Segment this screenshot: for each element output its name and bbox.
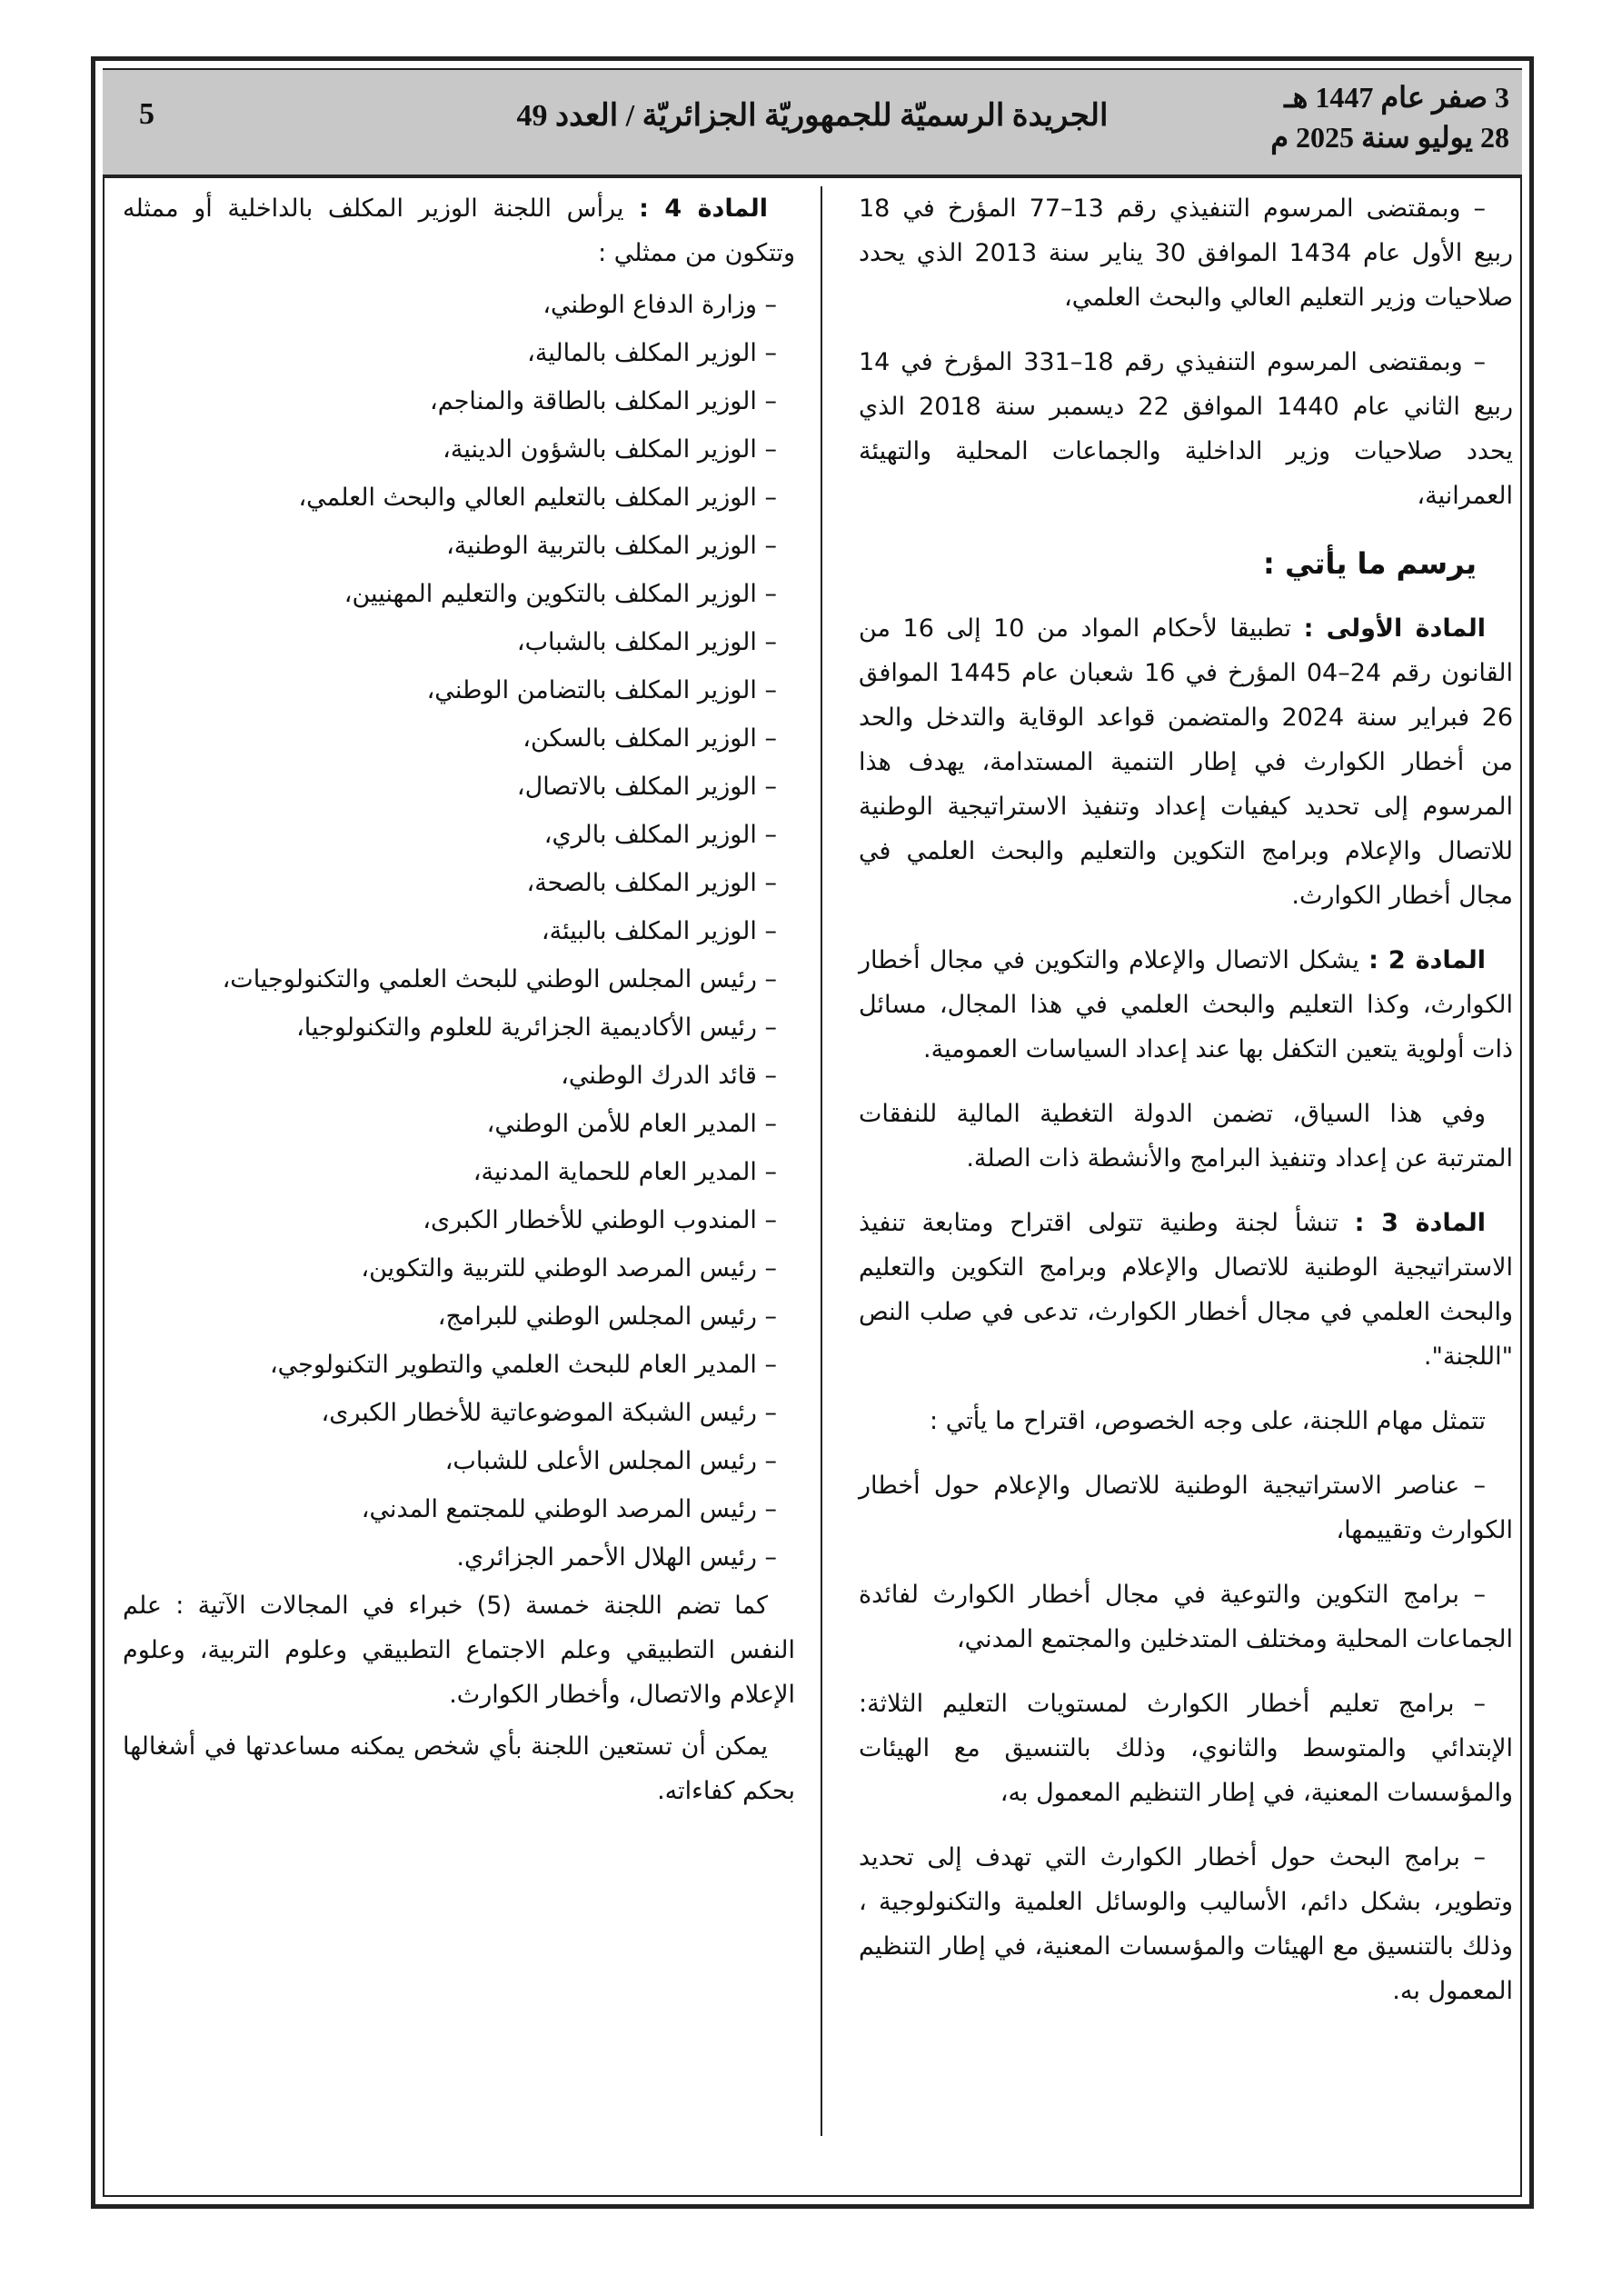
- member-item: – الوزير المكلف بالبيئة،: [541, 917, 777, 945]
- decree-heading: يرسم ما يأتي :: [1263, 546, 1477, 581]
- member-item: – الوزير المكلف بالسكن،: [522, 724, 777, 753]
- member-item: – المدير العام للحماية المدنية،: [473, 1158, 777, 1186]
- member-item: – رئيس المرصد الوطني للتربية والتكوين،: [361, 1254, 777, 1283]
- member-item: – الوزير المكلف بالتكوين والتعليم المهنيين،: [343, 580, 777, 608]
- member-item: – الوزير المكلف بالتضامن الوطني،: [426, 676, 777, 704]
- member-item: – رئيس الشبكة الموضوعاتية للأخطار الكبرى،: [321, 1399, 777, 1427]
- member-item: – رئيس المجلس الوطني للبرامج،: [437, 1303, 777, 1331]
- member-item: – رئيس الأكاديمية الجزائرية للعلوم والتكنولوجيا،: [296, 1013, 777, 1042]
- paragraph: يمكن أن تستعين اللجنة بأي شخص يمكنه مساعدتها في أشغالها بحكم كفاءاته.: [123, 1732, 795, 1805]
- member-item: – المدير العام للبحث العلمي والتطوير التكنولوجي،: [269, 1351, 777, 1379]
- page-header: [103, 70, 1522, 178]
- member-item: – المندوب الوطني للأخطار الكبرى،: [423, 1206, 777, 1234]
- member-item: – وزارة الدفاع الوطني،: [542, 291, 777, 319]
- left-column: [123, 186, 795, 1833]
- paragraph: وفي هذا السياق، تضمن الدولة التغطية المالية للنفقات المترتبة عن إعداد وتنفيذ البرامج والأنشطة ذات الصلة.: [859, 1100, 1513, 1173]
- article-3: [859, 1201, 1513, 1379]
- member-item: – رئيس المرصد الوطني للمجتمع المدني،: [361, 1495, 777, 1523]
- gazette-title: الجريدة الرسميّة للجمهوريّة الجزائريّة / العدد 49: [516, 99, 1109, 133]
- member-item: – قائد الدرك الوطني،: [561, 1062, 777, 1090]
- article-text: تطبيقا لأحكام المواد من 10 إلى 16 من القانون رقم 24–04 المؤرخ في 16 شعبان عام 1445 الموافق 26 فبراير سنة 2024 والمتضمن قواعد الوقاية والتدخل والحد من أخطار الكوارث في إطار التنمية المستدامة، يهدف هذا المرسوم إلى تحديد كيفيات إعداد وتنفيذ الاستراتيجية الوطنية للاتصال والإعلام وبرامج التكوين والتعليم والبحث العلمي في مجال أخطار الكوارث.: [859, 614, 1514, 910]
- member-item: – الوزير المكلف بالطاقة والمناجم،: [430, 387, 777, 415]
- bullet-item: – عناصر الاستراتيجية الوطنية للاتصال والإعلام حول أخطار الكوارث وتقييمها،: [859, 1472, 1513, 1544]
- bullet-item: – برامج البحث حول أخطار الكوارث التي تهدف إلى تحديد وتطوير، بشكل دائم، الأساليب والوسائل العلمية والتكنولوجية ، وذلك بالتنسيق مع الهيئات والمؤسسات المعنية، في إطار التنظيم المعمول به.: [859, 1843, 1513, 2005]
- member-item: – الوزير المكلف بالتعليم العالي والبحث العلمي،: [298, 484, 777, 512]
- member-item: – الوزير المكلف بالصحة،: [526, 869, 777, 897]
- article-label: المادة الأولى :: [1303, 614, 1487, 643]
- bullet-item: – برامج تعليم أخطار الكوارث لمستويات التعليم الثلاثة: الإبتدائي والمتوسط والثانوي، وذلك بالتنسيق مع الهيئات والمؤسسات المعنية، في إطار التنظيم المعمول به،: [859, 1690, 1513, 1807]
- article-2: [859, 938, 1513, 1072]
- right-column: [859, 186, 1513, 2033]
- article-label: المادة 4 :: [639, 195, 769, 223]
- hijri-date: 3 صفر عام 1447 هـ: [1284, 81, 1509, 114]
- paragraph: – وبمقتضى المرسوم التنفيذي رقم 18–331 المؤرخ في 14 ربيع الثاني عام 1440 الموافق 22 ديسمبر سنة 2018 الذي يحدد صلاحيات وزير الداخلية والجماعات المحلية والتهيئة العمرانية،: [859, 348, 1513, 510]
- member-item: – الوزير المكلف بالشؤون الدينية،: [443, 435, 777, 464]
- article-text: تنشأ لجنة وطنية تتولى اقتراح ومتابعة تنفيذ الاستراتيجية الوطنية للاتصال والإعلام وبرامج التكوين والتعليم والبحث العلمي في مجال أخطار الكوارث، تدعى في صلب النص "اللجنة".: [859, 1209, 1513, 1371]
- member-item: – الوزير المكلف بالمالية،: [527, 339, 777, 367]
- paragraph: كما تضم اللجنة خمسة (5) خبراء في المجالات الآتية : علم النفس التطبيقي وعلم الاجتماع التطبيقي وعلوم التربية، وعلوم الإعلام والاتصال، وأخطار الكوارث.: [123, 1592, 795, 1709]
- article-label: المادة 2 :: [1368, 946, 1487, 974]
- member-item: – المدير العام للأمن الوطني،: [486, 1110, 777, 1138]
- member-item: – رئيس المجلس الوطني للبحث العلمي والتكنولوجيات،: [222, 965, 777, 993]
- paragraph: تتمثل مهام اللجنة، على وجه الخصوص، اقتراح ما يأتي :: [930, 1407, 1486, 1435]
- member-item: – الوزير المكلف بالري،: [543, 821, 777, 849]
- members-list: [123, 283, 795, 1580]
- article-4: [123, 186, 795, 275]
- member-item: – رئيس المجلس الأعلى للشباب،: [444, 1447, 777, 1475]
- gregorian-date: 28 يوليو سنة 2025 م: [1270, 121, 1509, 154]
- member-item: – الوزير المكلف بالشباب،: [516, 628, 777, 656]
- article-text: يرأس اللجنة الوزير المكلف بالداخلية أو ممثله وتتكون من ممثلي :: [123, 195, 795, 267]
- member-item: – الوزير المكلف بالتربية الوطنية،: [446, 532, 777, 560]
- page-number: 5: [139, 97, 154, 131]
- column-divider: [821, 186, 822, 2136]
- member-item: – رئيس الهلال الأحمر الجزائري.: [456, 1543, 777, 1572]
- article-text: يشكل الاتصال والإعلام والتكوين في مجال أخطار الكوارث، وكذا التعليم والبحث العلمي في هذا المجال، مسائل ذات أولوية يتعين التكفل بها عند إعداد السياسات العمومية.: [859, 946, 1513, 1063]
- bullet-item: – برامج التكوين والتوعية في مجال أخطار الكوارث لفائدة الجماعات المحلية ومختلف المتدخلين والمجتمع المدني،: [859, 1581, 1513, 1653]
- member-item: – الوزير المكلف بالاتصال،: [516, 773, 777, 801]
- article-label: المادة 3 :: [1354, 1209, 1487, 1237]
- paragraph: – وبمقتضى المرسوم التنفيذي رقم 13–77 المؤرخ في 18 ربيع الأول عام 1434 الموافق 30 يناير سنة 2013 الذي يحدد صلاحيات وزير التعليم العالي والبحث العلمي،: [859, 195, 1513, 312]
- article-1: [859, 606, 1513, 918]
